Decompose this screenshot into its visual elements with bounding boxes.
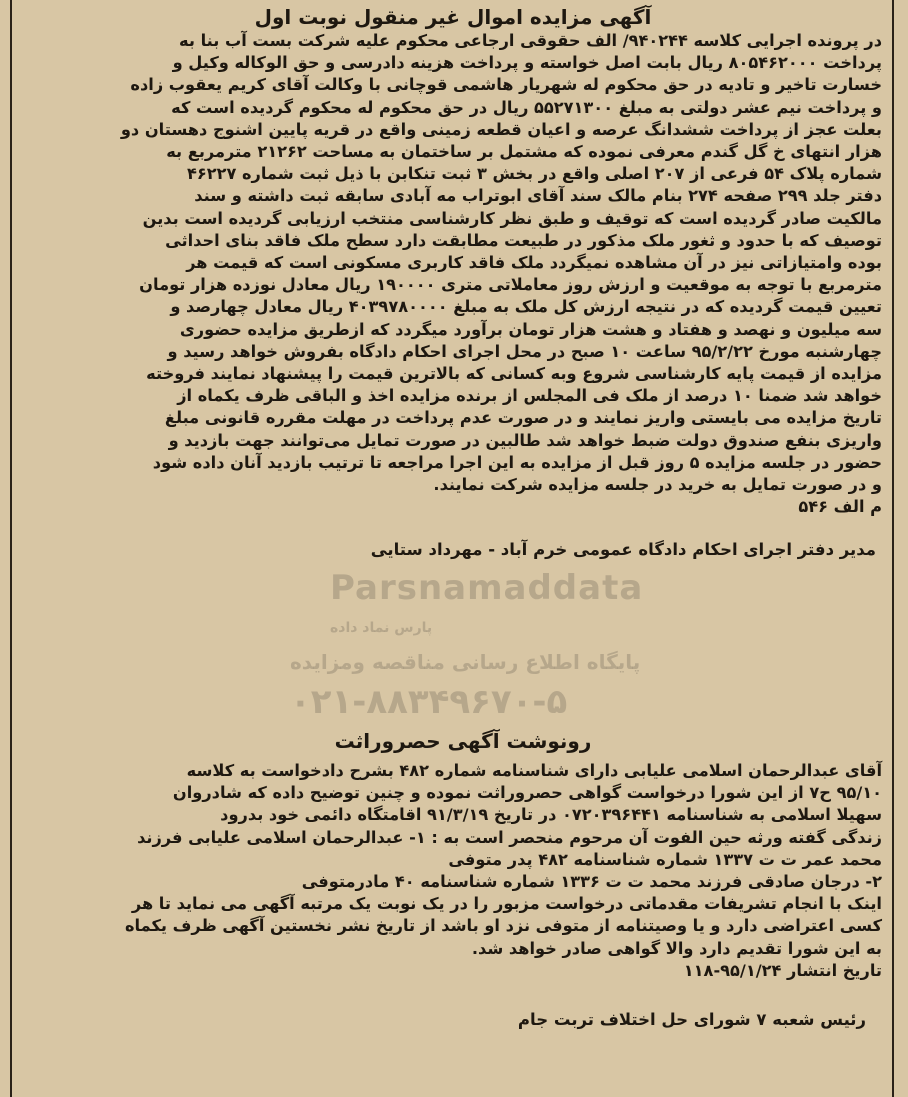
watermark-brand: Parsnamaddata (330, 568, 644, 608)
text-line: زندگی گفته ورثه حین الفوت آن مرحوم منحصر است به : ۱- عبدالرحمان اسلامی علیابی فرزند (137, 827, 882, 847)
inheritance-notice-signature: رئیس شعبه ۷ شورای حل اختلاف تربت جام (517, 1010, 866, 1030)
watermark-subtitle: پارس نماد داده (330, 620, 433, 636)
text-line: ۹۵/۱۰ ح۷ از این شورا درخواست گواهی حصروراثت نموده و چنین توضیح داده که شادروان (172, 783, 882, 803)
text-line: پرداخت ۸۰۵۴۶۲۰۰۰ ریال بابت اصل خواسته و پرداخت هزینه دادرسی و حق الوکاله وکیل و (172, 53, 882, 73)
text-line: آقای عبدالرحمان اسلامی علیابی دارای شناسنامه شماره ۴۸۲ بشرح دادخواست به کلاسه (186, 761, 882, 780)
text-line: دفتر جلد ۲۹۹ صفحه ۲۷۴ بنام مالک سند آقای ابوتراب مه آبادی سابقه ثبت داشته و سند (194, 186, 882, 206)
text-line: تاریخ مزایده می بایستی واریز نمایند و در صورت عدم پرداخت در مهلت مقرره قانونی مبلغ (164, 408, 882, 428)
text-line: خسارت تاخیر و تادیه در حق محکوم له شهریار هاشمی قوچانی با وکالت آقای کریم یعقوب زاده (130, 75, 882, 95)
text-line: توصیف که با حدود و ثغور ملک مذکور در طبیعت مطابقت دارد سطح ملک فاقد بنای احداثی (165, 230, 882, 250)
right-column-rule (892, 0, 894, 1097)
text-line: به این شورا تقدیم دارد والا گواهی صادر خواهد شد. (471, 938, 882, 958)
auction-notice (24, 4, 882, 562)
watermark-phone: ۰۲۱-۸۸۳۴۹۶۷۰-۵ (290, 682, 568, 722)
text-line: تاریخ انتشار ۹۵/۱/۲۴-۱۱۸ (683, 960, 882, 980)
text-line: و پرداخت نیم عشر دولتی به مبلغ ۵۵۲۷۱۳۰۰ ریال در حق محکوم له محکوم گردیده است که (171, 97, 882, 117)
inheritance-notice (24, 728, 882, 1032)
text-line: م الف ۵۴۶ (798, 497, 882, 517)
text-line: خواهد شد ضمنا ۱۰ درصد از ملک فی المجلس از برنده مزایده اخذ و الباقی ظرف یکماه از (177, 386, 882, 406)
text-line: تعیین قیمت گردیده که در نتیجه ارزش کل ملک به مبلغ ۴۰۳۹۷۸۰۰۰۰ ریال معادل چهارصد و (170, 297, 882, 317)
text-line: بعلت عجز از پرداخت ششدانگ عرصه و اعیان قطعه زمینی واقع در قریه پایین اشنوج دهستان دو (120, 119, 882, 139)
text-line: چهارشنبه مورخ ۹۵/۲/۲۲ ساعت ۱۰ صبح در محل اجرای احکام دادگاه بفروش خواهد رسید و (167, 341, 882, 361)
text-line: مترمربع با توجه به موقعیت و ارزش روز معاملاتی متری ۱۹۰۰۰۰ ریال معادل نوزده هزار تومان (139, 275, 882, 295)
text-line: ۲- درجان صادقی فرزند محمد ت ت ۱۳۳۶ شماره شناسنامه ۴۰ مادرمتوفی (301, 872, 882, 892)
watermark-caption: پایگاه اطلاع رسانی مناقصه ومزایده (290, 650, 641, 674)
text-line: و در صورت تمایل به خرید در جلسه مزایده شرکت نمایند. (433, 475, 882, 495)
left-column-rule (10, 0, 12, 1097)
text-line: سه میلیون و نهصد و هفتاد و هشت هزار تومان برآورد میگردد که ازطریق مزایده حضوری (179, 319, 882, 339)
text-line: اینک با انجام تشریفات مقدماتی درخواست مزبور را در یک نوبت یک مرتبه آگهی می نماید تا هر (131, 894, 882, 914)
auction-notice-title: آگهی مزایده اموال غیر منقول نوبت اول (254, 5, 652, 29)
text-line: حضور در جلسه مزایده ۵ روز قبل از مزایده به این اجرا مراجعه تا ترتیب بازدید آنان داده شود (152, 452, 882, 472)
inheritance-notice-body (24, 760, 882, 982)
text-line: مزایده از قیمت پایه کارشناسی شروع وبه کسانی که بالاترین قیمت را پیشنهاد نمایند فروخته (146, 364, 882, 384)
text-line: واریزی بنفع صندوق دولت ضبط خواهد شد طالبین در صورت تمایل می‌توانند جهت بازدید و (168, 430, 882, 450)
text-line: شماره پلاک ۵۴ فرعی از ۲۰۷ اصلی واقع در بخش ۳ ثبت تنکابن با ذیل ثبت شماره ۴۶۲۲۷ (186, 164, 882, 184)
text-line: بوده وامتیازاتی نیز در آن مشاهده نمیگردد ملک فاقد کاربری مسکونی است که قیمت هر (186, 253, 882, 273)
auction-notice-body (24, 30, 882, 518)
inheritance-notice-title: رونوشت آگهی حصروراثت (334, 729, 592, 753)
text-line: کسی اعتراضی دارد و یا وصیتنامه از متوفی نزد او باشد از تاریخ نشر نخستین آگهی ظرف یکماه (124, 916, 882, 936)
text-line: هزار انتهای خ گل گندم معرفی نموده که مشتمل بر ساختمان به مساحت ۲۱۲۶۲ مترمربع به (166, 142, 882, 162)
text-line: محمد عمر ت ت ۱۳۳۷ شماره شناسنامه ۴۸۲ پدر متوفی (448, 849, 882, 869)
text-line: سهیلا اسلامی به شناسنامه ۰۷۲۰۳۹۶۴۴۱ در تاریخ ۹۱/۳/۱۹ اقامتگاه دائمی خود بدرود (220, 805, 882, 825)
auction-notice-signature: مدیر دفتر اجرای احکام دادگاه عمومی خرم آباد - مهرداد ستایی (370, 540, 876, 560)
text-line: در پرونده اجرایی کلاسه ۹۴۰۲۴۴/ الف حقوقی ارجاعی محکوم علیه شرکت بست آب بنا به (179, 31, 882, 50)
text-line: مالکیت صادر گردیده است که توقیف و طبق نظر کارشناسی منتخب ارزیابی گردیده است بدین (142, 208, 882, 228)
